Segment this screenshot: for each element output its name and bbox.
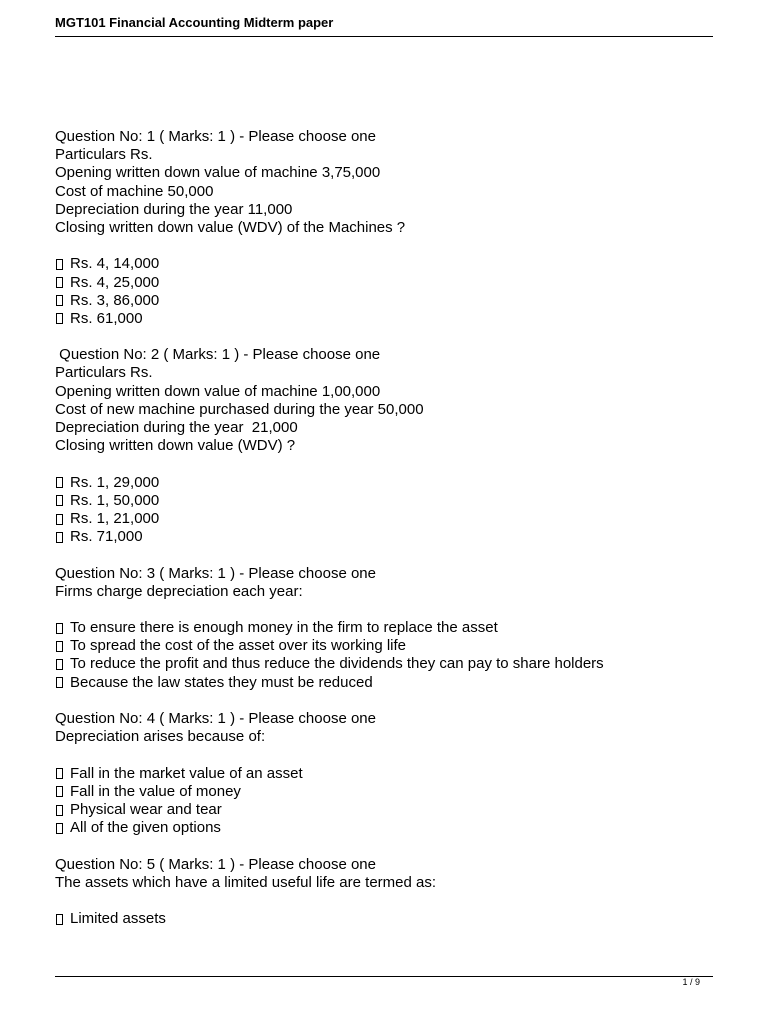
- checkbox-icon[interactable]: [56, 477, 63, 488]
- answer-option-label: To ensure there is enough money in the firm to replace the asset: [70, 619, 498, 637]
- question-text-line: Depreciation during the year 11,000: [55, 200, 293, 218]
- answer-option[interactable]: [55, 510, 725, 528]
- checkbox-icon[interactable]: [56, 532, 63, 543]
- question-text-line: Particulars Rs.: [55, 146, 153, 164]
- answer-option[interactable]: [55, 819, 725, 837]
- question-block: [55, 856, 725, 929]
- spacer: [55, 746, 725, 764]
- header-divider: [55, 36, 713, 37]
- answer-option[interactable]: [55, 274, 725, 292]
- footer-divider: [55, 976, 713, 977]
- spacer: [55, 692, 725, 710]
- question-heading: Question No: 1 ( Marks: 1 ) - Please choose one: [55, 128, 376, 145]
- answer-option[interactable]: [55, 255, 725, 273]
- question-text-line: Cost of new machine purchased during the year 50,000: [55, 400, 424, 418]
- question-block: [55, 565, 725, 711]
- spacer: [55, 455, 725, 473]
- question-text-line: The assets which have a limited useful life are termed as:: [55, 873, 437, 891]
- answer-option[interactable]: [55, 310, 725, 328]
- answer-option[interactable]: [55, 674, 725, 692]
- question-text-line: Depreciation during the year 21,000: [55, 419, 298, 436]
- question-text-line: Opening written down value of machine 3,75,000: [55, 164, 381, 182]
- question-heading: Question No: 2 ( Marks: 1 ) - Please choose one: [55, 346, 381, 364]
- answer-option-label: Fall in the market value of an asset: [70, 764, 303, 782]
- question-heading: Question No: 5 ( Marks: 1 ) - Please choose one: [55, 855, 376, 873]
- answer-option-label: Fall in the value of money: [70, 782, 241, 800]
- checkbox-icon[interactable]: [56, 313, 63, 324]
- answer-option-label: Limited assets: [70, 910, 166, 928]
- spacer: [55, 837, 725, 855]
- checkbox-icon[interactable]: [56, 295, 63, 306]
- answer-option-label: To spread the cost of the asset over its working life: [70, 637, 406, 655]
- answer-option[interactable]: [55, 655, 725, 673]
- checkbox-icon[interactable]: [56, 659, 63, 670]
- question-text-line: Closing written down value (WDV) ?: [55, 437, 296, 455]
- spacer: [55, 328, 725, 346]
- checkbox-icon[interactable]: [56, 495, 63, 506]
- answer-option-label: Rs. 1, 50,000: [70, 491, 160, 509]
- checkbox-icon[interactable]: [56, 914, 63, 925]
- answer-option[interactable]: [55, 910, 725, 928]
- checkbox-icon[interactable]: [56, 277, 63, 288]
- answer-option-label: Physical wear and tear: [70, 800, 222, 818]
- answer-option-label: All of the given options: [70, 819, 221, 837]
- answer-option[interactable]: [55, 765, 725, 783]
- answer-option[interactable]: [55, 783, 725, 801]
- checkbox-icon[interactable]: [56, 768, 63, 779]
- answer-option-label: Rs. 4, 14,000: [70, 255, 160, 273]
- answer-option-label: Rs. 61,000: [70, 309, 143, 327]
- checkbox-icon[interactable]: [56, 623, 63, 634]
- question-heading: Question No: 3 ( Marks: 1 ) - Please choose one: [55, 564, 376, 582]
- question-text-line: Particulars Rs.: [55, 364, 153, 382]
- answer-option[interactable]: [55, 528, 725, 546]
- answer-option[interactable]: [55, 801, 725, 819]
- spacer: [55, 892, 725, 910]
- spacer: [55, 601, 725, 619]
- answer-option-label: Rs. 1, 21,000: [70, 509, 160, 527]
- question-heading: Question No: 4 ( Marks: 1 ) - Please choose one: [55, 710, 376, 727]
- answer-option[interactable]: [55, 619, 725, 637]
- answer-option[interactable]: [55, 474, 725, 492]
- answer-option-label: Rs. 4, 25,000: [70, 273, 160, 291]
- answer-option-label: To reduce the profit and thus reduce the dividends they can pay to share holders: [70, 655, 604, 673]
- answer-option-label: Rs. 3, 86,000: [70, 291, 160, 309]
- question-block: [55, 346, 725, 564]
- question-block: [55, 710, 725, 856]
- answer-option[interactable]: [55, 637, 725, 655]
- question-text-line: Cost of machine 50,000: [55, 182, 214, 200]
- spacer: [55, 546, 725, 564]
- checkbox-icon[interactable]: [56, 823, 63, 834]
- page-title: MGT101 Financial Accounting Midterm paper: [55, 15, 334, 30]
- question-text-line: Closing written down value (WDV) of the Machines ?: [55, 218, 406, 236]
- question-text-line: Opening written down value of machine 1,00,000: [55, 382, 381, 400]
- spacer: [55, 237, 725, 255]
- checkbox-icon[interactable]: [56, 805, 63, 816]
- checkbox-icon[interactable]: [56, 259, 63, 270]
- answer-option[interactable]: [55, 292, 725, 310]
- checkbox-icon[interactable]: [56, 514, 63, 525]
- checkbox-icon[interactable]: [56, 641, 63, 652]
- answer-option-label: Rs. 71,000: [70, 528, 143, 546]
- checkbox-icon[interactable]: [56, 677, 63, 688]
- checkbox-icon[interactable]: [56, 786, 63, 797]
- answer-option[interactable]: [55, 492, 725, 510]
- question-block: [55, 128, 725, 346]
- question-list: [55, 128, 725, 928]
- answer-option-label: Because the law states they must be reduced: [70, 673, 373, 691]
- page-number: 1 / 9: [682, 977, 700, 987]
- answer-option-label: Rs. 1, 29,000: [70, 473, 160, 491]
- question-text-line: Depreciation arises because of:: [55, 728, 266, 746]
- question-text-line: Firms charge depreciation each year:: [55, 582, 303, 600]
